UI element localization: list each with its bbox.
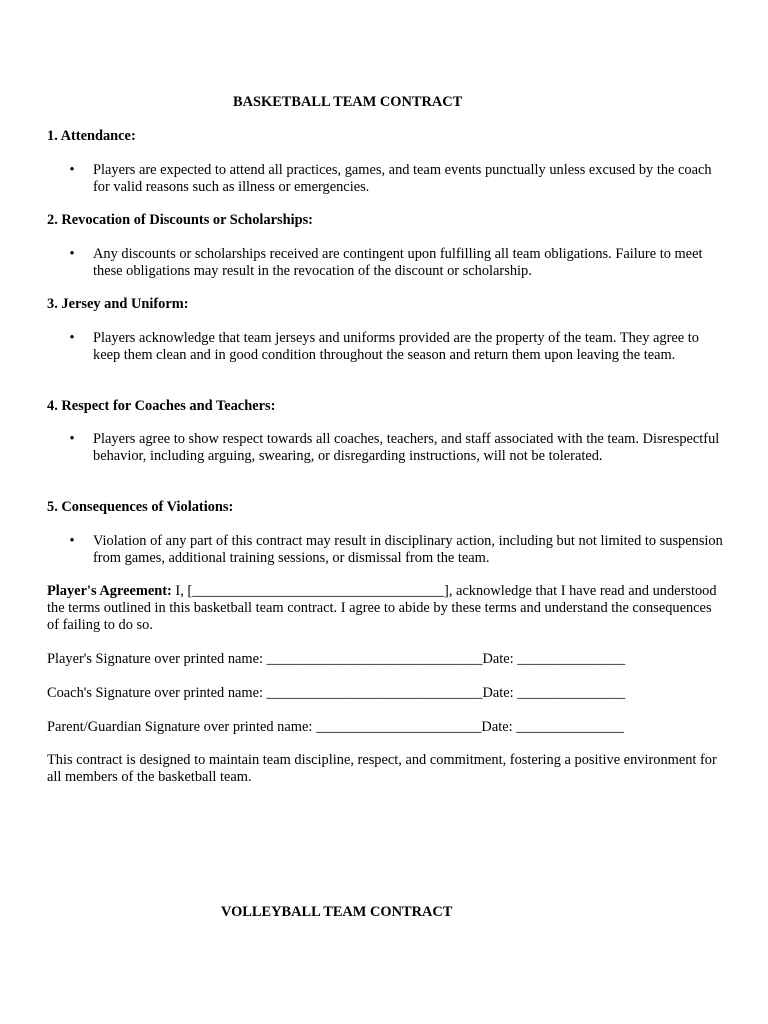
section-heading-consequences: 5. Consequences of Violations: — [47, 499, 234, 515]
page-title: BASKETBALL TEAM CONTRACT — [233, 94, 463, 110]
bullet-glyph: • — [69, 162, 75, 178]
section-text-jersey: Players acknowledge that team jerseys and uniforms provided are the property of the team. They agree to keep them clean and in good condition throughout the season and return them upon leaving the team. — [93, 330, 699, 363]
player-agreement — [47, 583, 727, 634]
parent-signature-line: Parent/Guardian Signature over printed name: _______________________Date: _______________ — [47, 719, 625, 735]
section-text-revocation: Any discounts or scholarships received are contingent upon fulfilling all team obligations. Failure to meet these obligations may result in the revocation of the discount or scholarship. — [93, 246, 703, 279]
closing-statement: This contract is designed to maintain team discipline, respect, and commitment, fostering a positive environment for all members of the basketball team. — [47, 752, 717, 785]
next-contract-title: VOLLEYBALL TEAM CONTRACT — [221, 904, 453, 920]
player-agreement-label: Player's Agreement: — [47, 583, 172, 599]
section-heading-respect: 4. Respect for Coaches and Teachers: — [47, 398, 276, 414]
section-heading-attendance: 1. Attendance: — [47, 128, 136, 144]
bullet-glyph: • — [69, 330, 75, 346]
player-agreement-text: I, [___________________________________], acknowledge that I have read and understood the terms outlined in this basketball team contract. I agree to abide by these terms and understand the consequences of failing to do so. — [47, 583, 717, 633]
section-text-respect: Players agree to show respect towards all coaches, teachers, and staff associated with the team. Disrespectful behavior, including arguing, swearing, or disregarding instructions, will not be tolerated. — [93, 431, 720, 464]
bullet-glyph: • — [69, 533, 75, 549]
section-text-attendance: Players are expected to attend all practices, games, and team events punctually unless excused by the coach for valid reasons such as illness or emergencies. — [93, 162, 712, 195]
section-text-consequences: Violation of any part of this contract may result in disciplinary action, including but not limited to suspension from games, additional training sessions, or dismissal from the team. — [93, 533, 723, 566]
bullet-glyph: • — [69, 431, 75, 447]
section-heading-revocation: 2. Revocation of Discounts or Scholarships: — [47, 212, 313, 228]
bullet-glyph: • — [69, 246, 75, 262]
section-heading-jersey: 3. Jersey and Uniform: — [47, 296, 189, 312]
player-signature-line: Player's Signature over printed name: ______________________________Date: _______________ — [47, 651, 626, 667]
coach-signature-line: Coach's Signature over printed name: ______________________________Date: _______________ — [47, 685, 626, 701]
